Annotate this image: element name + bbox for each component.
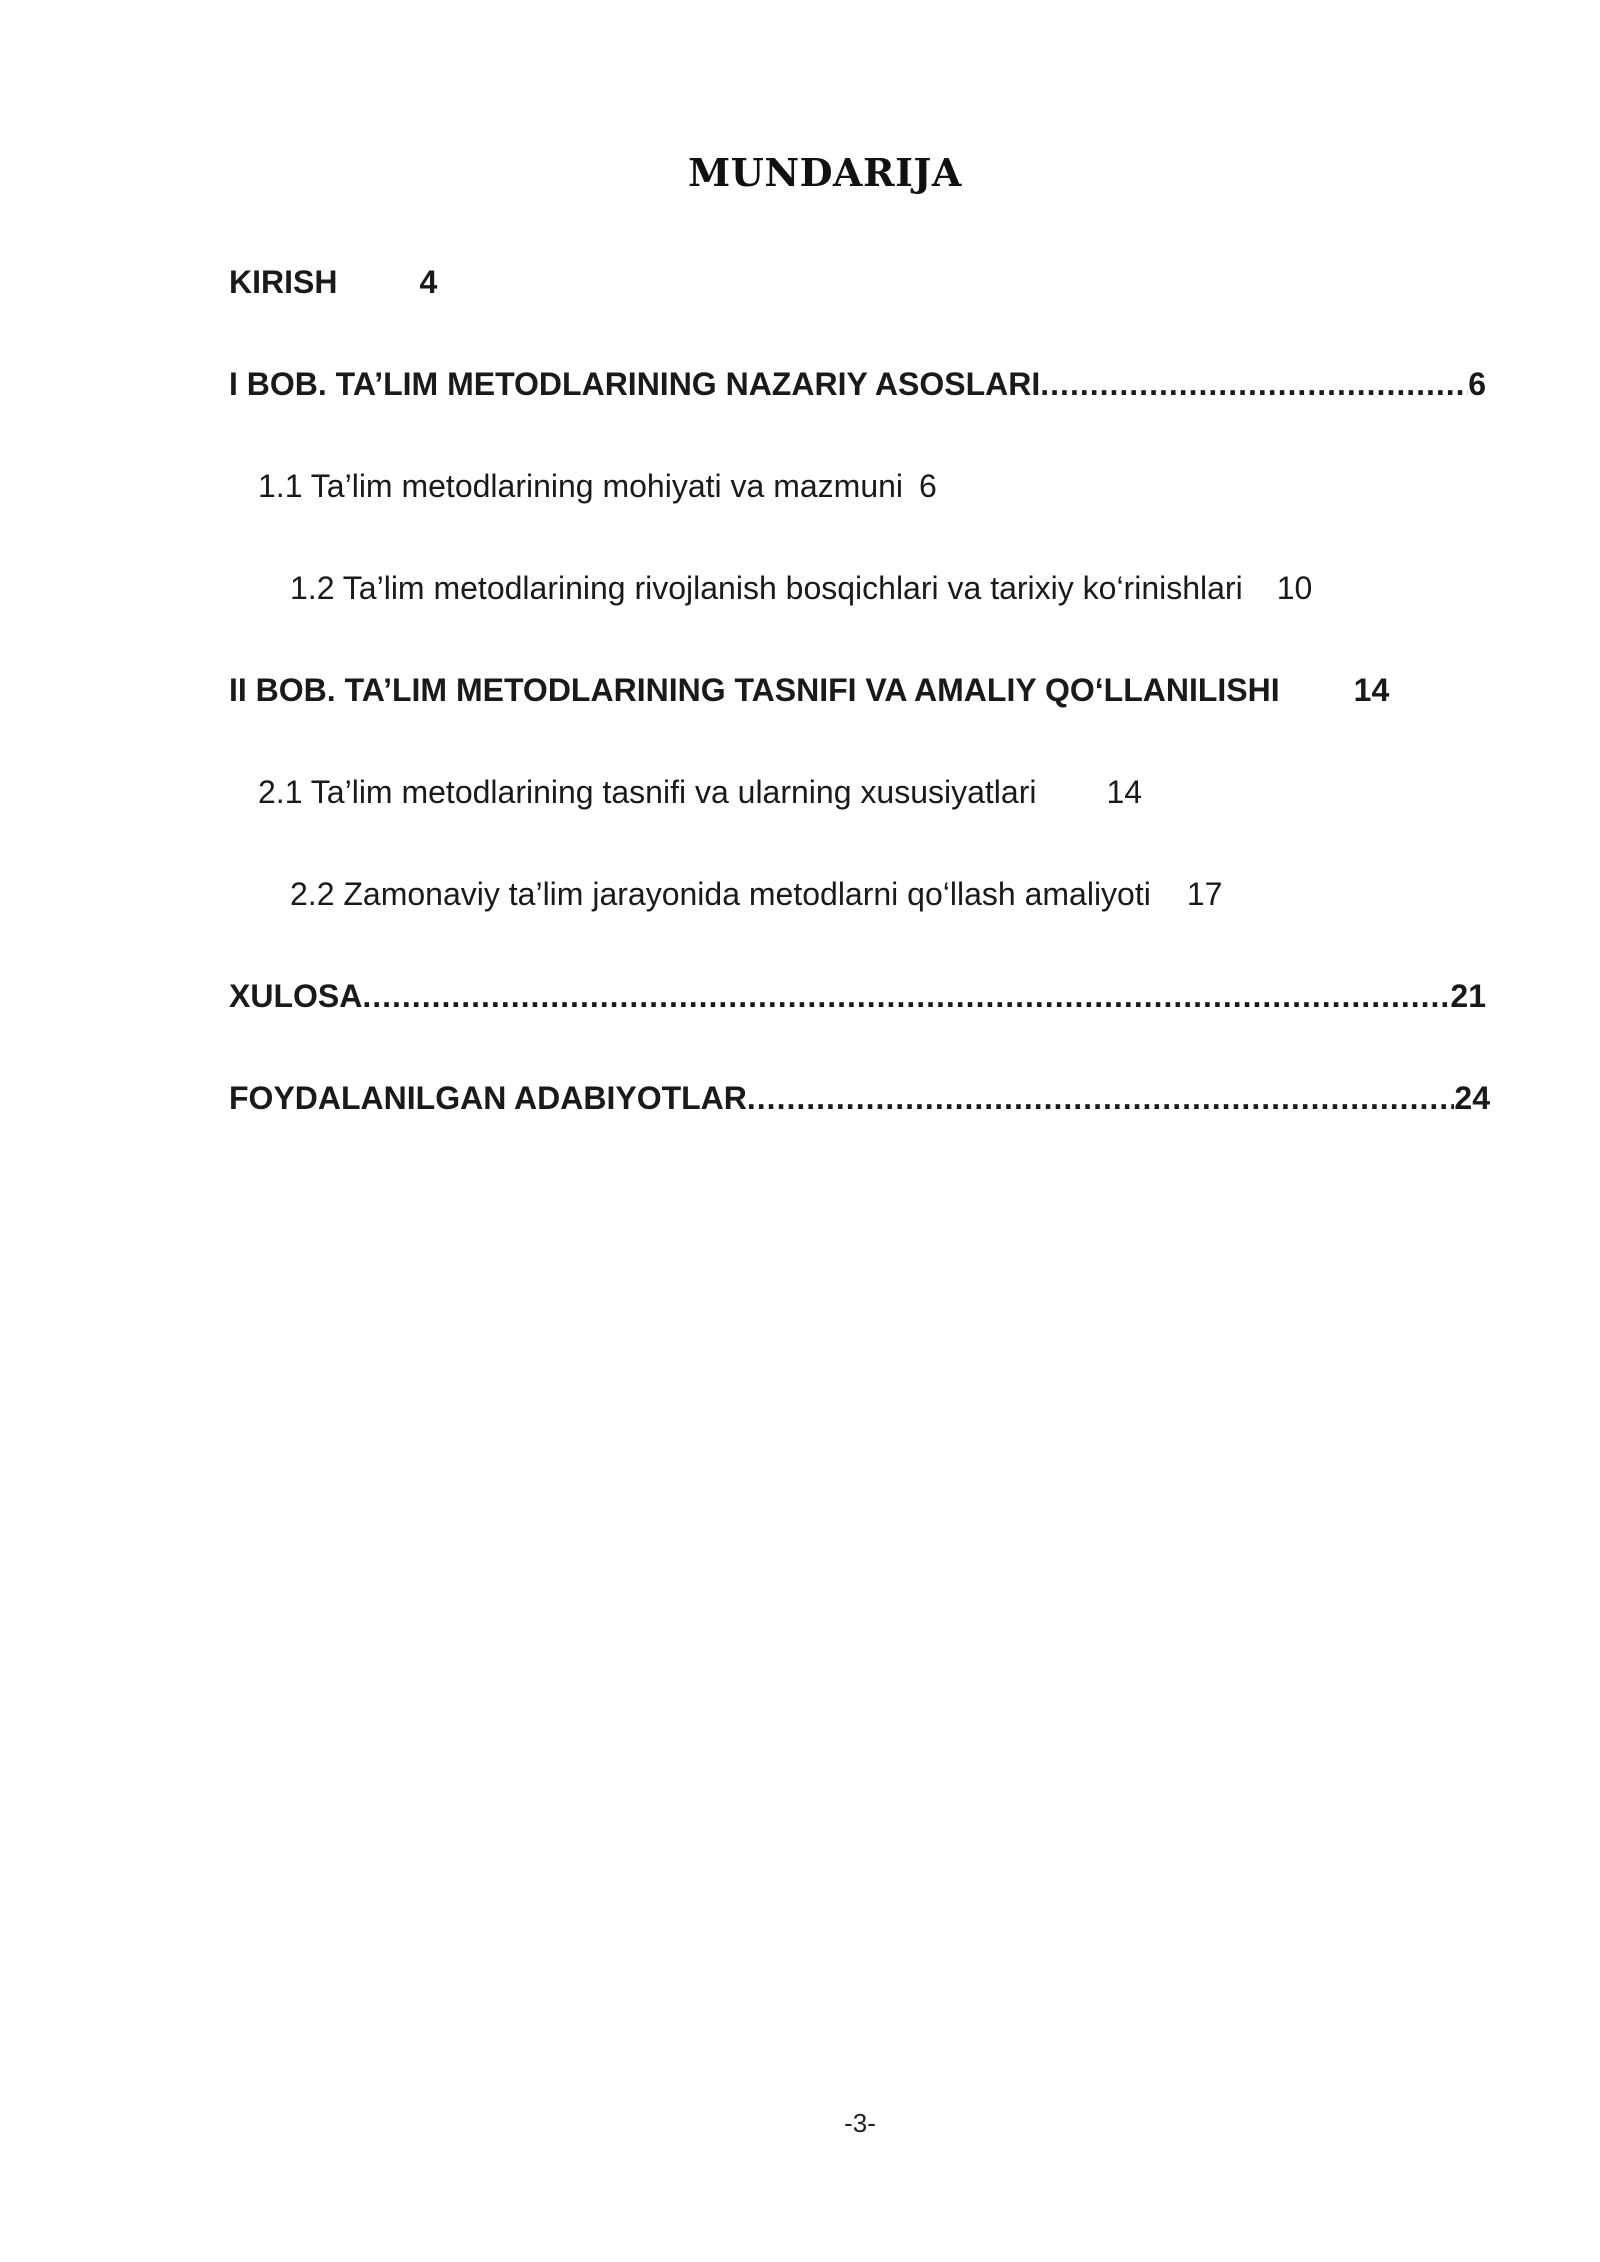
toc-entry-chapter-1 xyxy=(229,364,1486,404)
toc-dot-leader xyxy=(1040,364,1468,404)
toc-entry-adabiyotlar xyxy=(229,1078,1490,1118)
toc-page-number: 4 xyxy=(419,264,438,300)
toc-page-number: 6 xyxy=(1468,366,1486,402)
toc-page-number: 10 xyxy=(1276,570,1313,606)
toc-dot-leader xyxy=(747,1078,1455,1118)
toc-label: II BOB. TA’LIM METODLARINING TASNIFI VA AMALIY QO‘LLANILISHI xyxy=(229,672,1280,708)
toc-label: 2.2 Zamonaviy ta’lim jarayonida metodlarni qo‘llash amaliyoti xyxy=(290,876,1151,912)
toc-entry-kirish xyxy=(229,262,437,302)
toc-label: 1.1 Ta’lim metodlarining mohiyati va mazmuni xyxy=(258,468,904,504)
toc-entry-xulosa xyxy=(229,976,1486,1016)
toc-label: KIRISH xyxy=(229,264,338,300)
toc-label: FOYDALANILGAN ADABIYOTLAR xyxy=(229,1080,747,1116)
toc-entry-chapter-2 xyxy=(229,670,1389,710)
toc-entry-section-1-2 xyxy=(290,568,1312,608)
toc-label: I BOB. TA’LIM METODLARINING NAZARIY ASOSLARI xyxy=(229,366,1041,402)
page-title: MUNDARIJA xyxy=(688,150,962,195)
toc-page-number: 14 xyxy=(1106,774,1143,810)
footer-page-number: -3- xyxy=(844,2108,876,2138)
toc-page-number: 14 xyxy=(1353,672,1390,708)
toc-page-number: 24 xyxy=(1454,1080,1490,1116)
toc-entry-section-2-1 xyxy=(258,772,1142,812)
toc-label: XULOSA xyxy=(229,978,363,1014)
toc-entry-section-1-1 xyxy=(258,466,937,506)
toc-dot-leader xyxy=(362,976,1450,1016)
toc-page-number: 17 xyxy=(1186,876,1223,912)
toc-entry-section-2-2 xyxy=(290,874,1222,914)
toc-page-number: 21 xyxy=(1450,978,1486,1014)
toc-label: 2.1 Ta’lim metodlarining tasnifi va ularning xususiyatlari xyxy=(258,774,1037,810)
toc-page-number: 6 xyxy=(919,468,937,504)
toc-label: 1.2 Ta’lim metodlarining rivojlanish bosqichlari va tarixiy ko‘rinishlari xyxy=(290,570,1243,606)
